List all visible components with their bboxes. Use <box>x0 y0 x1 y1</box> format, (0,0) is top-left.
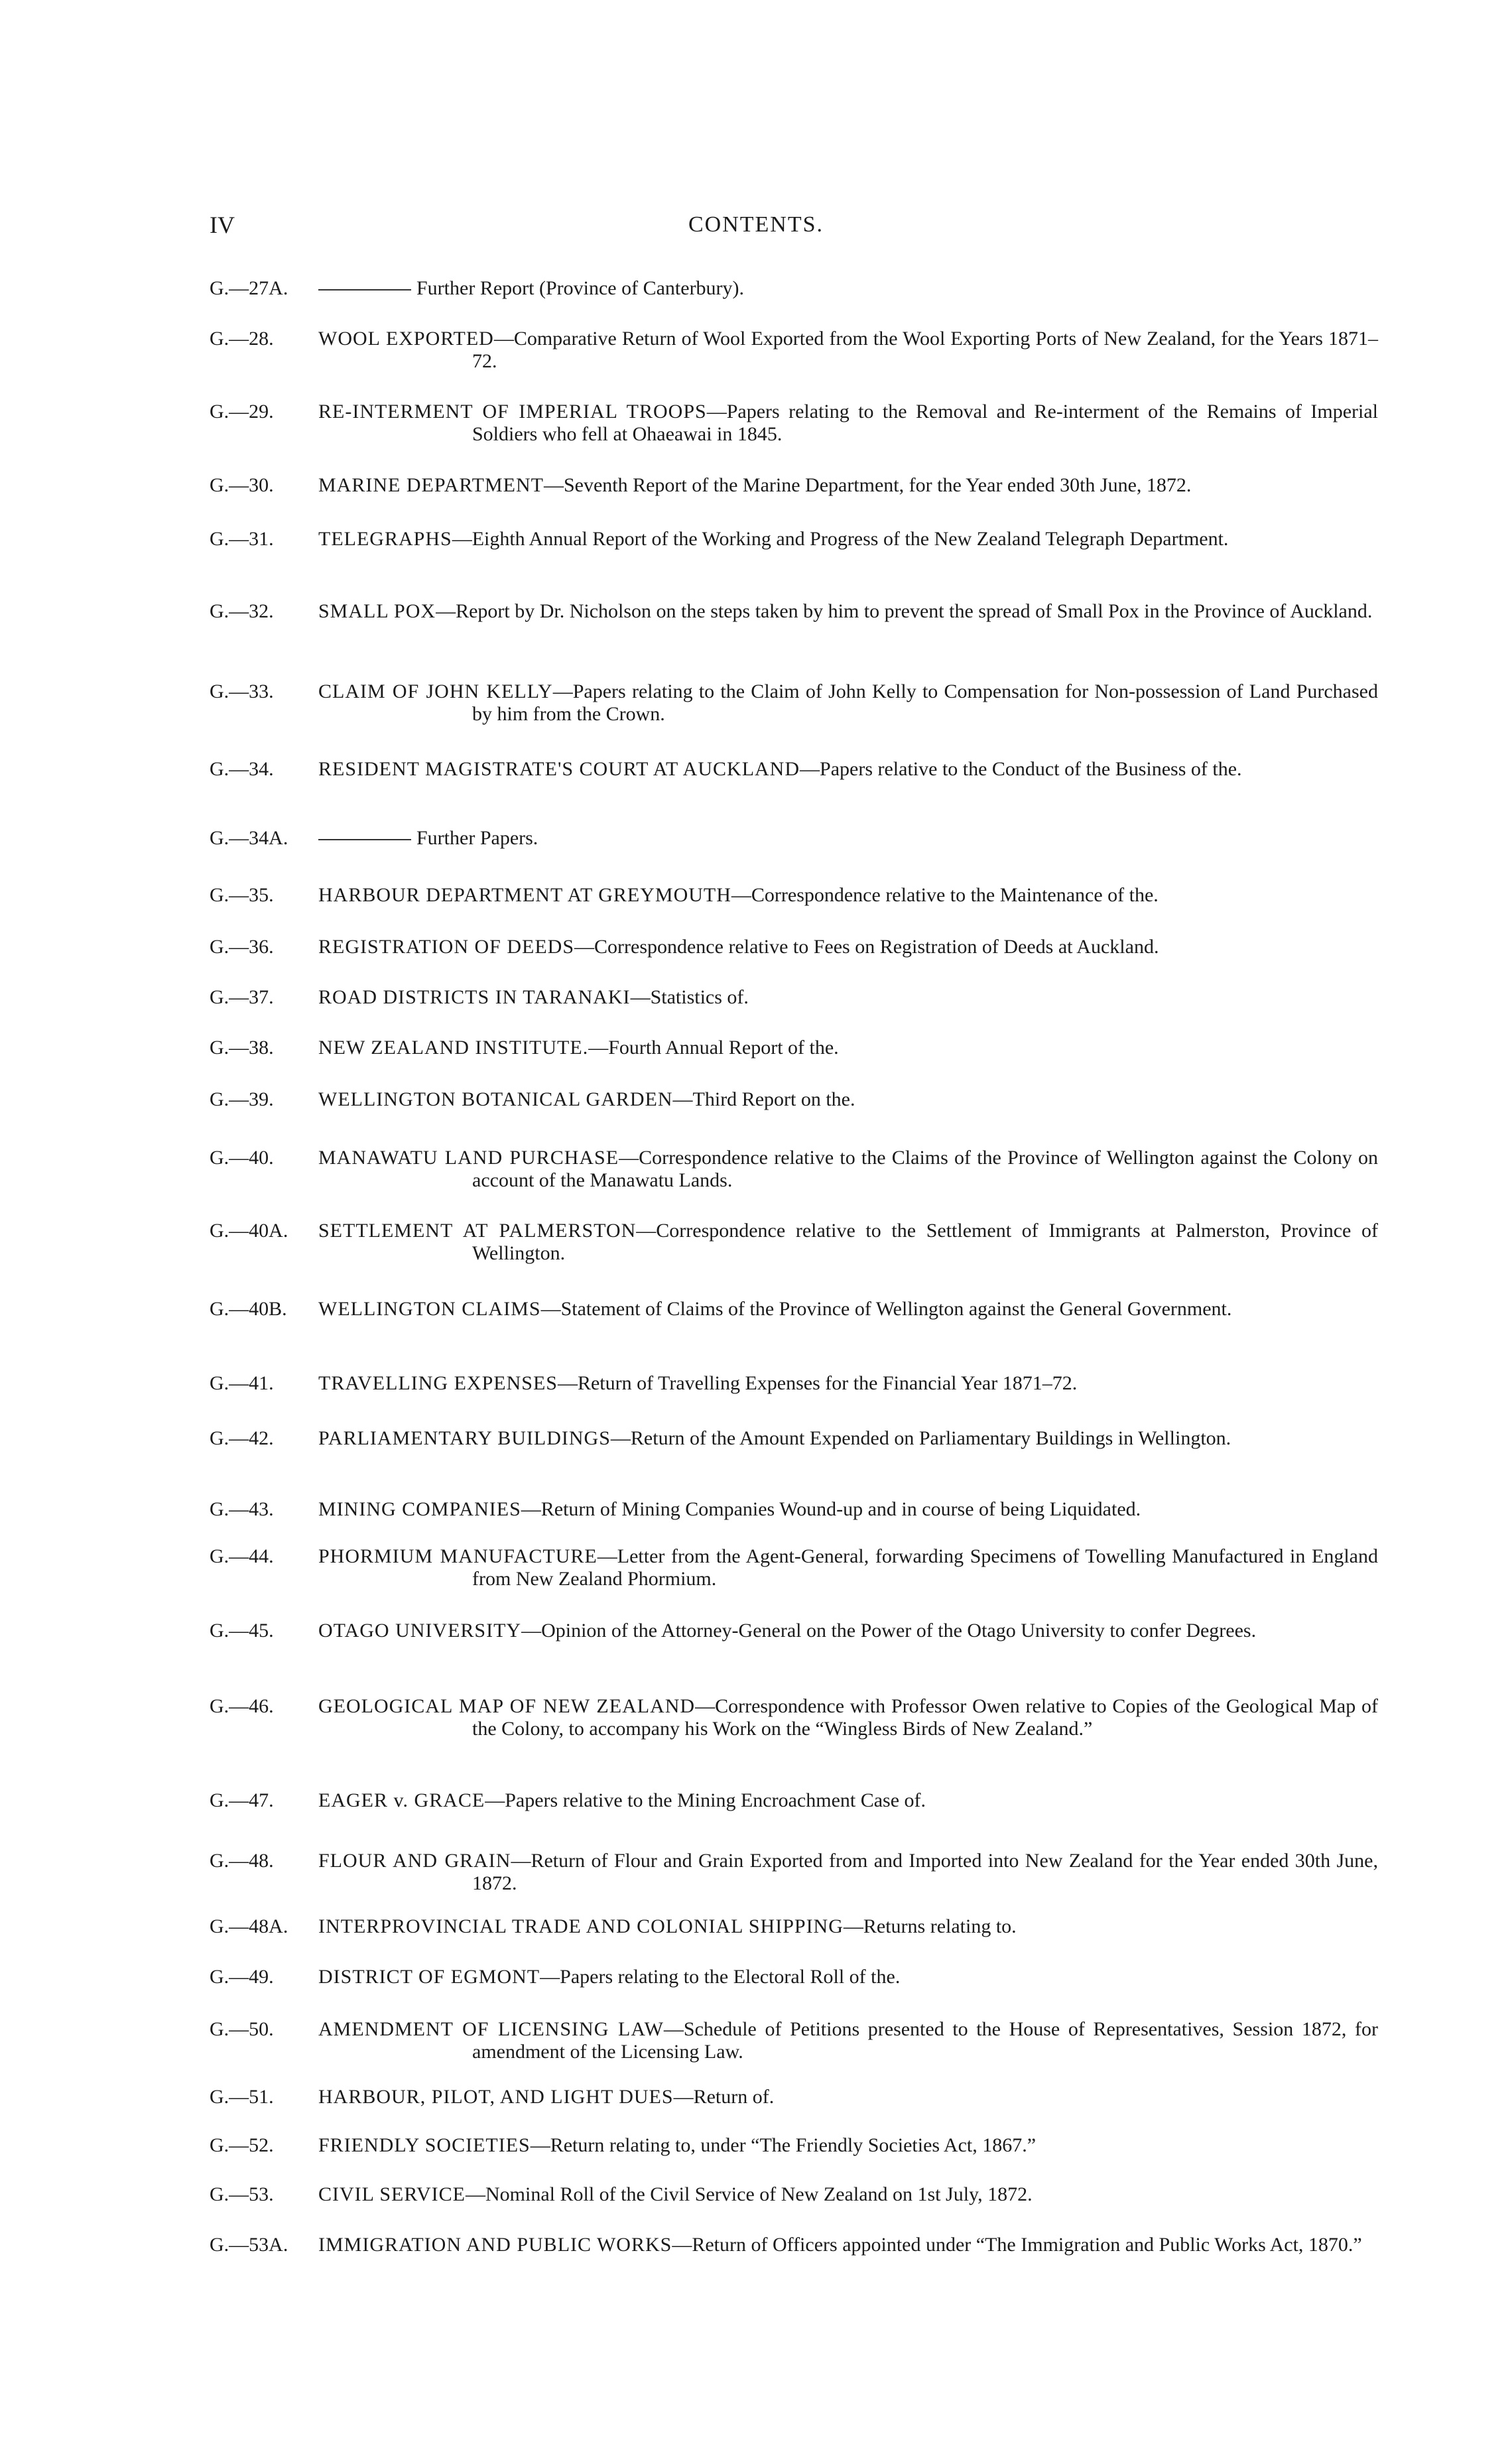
entry-description: —Return of Mining Companies Wound-up and in course of being Liquidated. <box>521 1498 1141 1520</box>
entry-body <box>318 1298 1378 1320</box>
entry-heading: HARBOUR, PILOT, AND LIGHT DUES <box>318 2086 674 2108</box>
entry-heading: EAGER v. GRACE <box>318 1789 485 1811</box>
entry-body <box>318 328 1378 373</box>
entry-number: G.—48A. <box>210 1915 288 1937</box>
entry-body <box>318 1088 1378 1111</box>
entry-body <box>318 1966 1378 1988</box>
entry-heading: TRAVELLING EXPENSES <box>318 1372 558 1394</box>
entry-description: —Return of Officers appointed under “The Immigration and Public Works Act, 1870.” <box>672 2234 1362 2256</box>
entry-heading: WELLINGTON BOTANICAL GARDEN <box>318 1088 673 1110</box>
entry-description: —Return of. <box>673 2086 775 2108</box>
entry-number: G.—42. <box>210 1427 274 1449</box>
entry-number: G.—37. <box>210 986 274 1008</box>
entry-number: G.—34A. <box>210 827 288 849</box>
entry-body <box>318 600 1378 623</box>
entry-number: G.—41. <box>210 1372 274 1394</box>
entry-description: —Correspondence relative to the Settlement of Immigrants at Palmerston, Province of Wellington. <box>472 1220 1378 1264</box>
entry-heading: GEOLOGICAL MAP OF NEW ZEALAND <box>318 1695 696 1717</box>
entry-description: Further Papers. <box>416 827 538 849</box>
entry-heading: AMENDMENT OF LICENSING LAW <box>318 2018 664 2040</box>
entry-number: G.—40A. <box>210 1220 288 1242</box>
entry-number: G.—33. <box>210 680 274 702</box>
entry-body <box>318 1498 1378 1521</box>
entry-body <box>318 936 1378 958</box>
entry-description: —Comparative Return of Wool Exported from the Wool Exporting Ports of New Zealand, for the Years 1871–72. <box>472 328 1378 372</box>
entry-number: G.—47. <box>210 1789 274 1811</box>
entry-body <box>318 277 1378 300</box>
entry-body <box>318 528 1378 550</box>
entry-description: —Report by Dr. Nicholson on the steps taken by him to prevent the spread of Small Pox in the Province of Auckland. <box>436 600 1373 622</box>
entry-heading: NEW ZEALAND INSTITUTE. <box>318 1037 589 1059</box>
entry-body <box>318 1372 1378 1395</box>
entry-heading: WELLINGTON CLAIMS <box>318 1298 541 1320</box>
entry-number: G.—53. <box>210 2183 274 2205</box>
entry-description: —Return of the Amount Expended on Parliamentary Buildings in Wellington. <box>610 1427 1231 1449</box>
page-title: CONTENTS. <box>688 212 824 237</box>
entry-heading: PARLIAMENTARY BUILDINGS <box>318 1427 611 1449</box>
entry-number: G.—49. <box>210 1966 274 1988</box>
entry-body <box>318 1620 1378 1642</box>
entry-description: —Papers relative to the Mining Encroachment Case of. <box>485 1789 926 1811</box>
entry-number: G.—44. <box>210 1545 274 1567</box>
entry-description: —Nominal Roll of the Civil Service of New Zealand on 1st July, 1872. <box>465 2183 1033 2205</box>
entry-description: —Papers relating to the Removal and Re-interment of the Remains of Imperial Soldiers who fell at Ohaeawai in 1845. <box>472 401 1379 445</box>
entry-heading: FRIENDLY SOCIETIES <box>318 2134 531 2156</box>
entry-description: —Seventh Report of the Marine Department, for the Year ended 30th June, 1872. <box>543 474 1192 496</box>
entry-heading: TELEGRAPHS <box>318 528 452 550</box>
entry-body <box>318 401 1378 446</box>
entry-number: G.—27A. <box>210 277 288 299</box>
entry-description: —Papers relating to the Claim of John Kelly to Compensation for Non-possession of Land Purchased by him from the Crown. <box>472 680 1378 725</box>
entry-body <box>318 1915 1378 1938</box>
entry-number: G.—38. <box>210 1037 274 1059</box>
entry-description: —Third Report on the. <box>672 1088 855 1110</box>
entry-description: —Fourth Annual Report of the. <box>588 1037 839 1059</box>
entry-body <box>318 2234 1378 2256</box>
entry-body <box>318 1545 1378 1590</box>
entry-number: G.—48. <box>210 1850 274 1872</box>
entry-description: —Opinion of the Attorney-General on the Power of the Otago University to confer Degrees. <box>521 1620 1257 1641</box>
entry-heading: ROAD DISTRICTS IN TARANAKI <box>318 986 631 1008</box>
entry-heading: CIVIL SERVICE <box>318 2183 466 2205</box>
entry-body <box>318 758 1378 781</box>
entry-heading: HARBOUR DEPARTMENT AT GREYMOUTH <box>318 884 731 906</box>
entry-heading: CLAIM OF JOHN KELLY <box>318 680 553 702</box>
entry-body <box>318 680 1378 726</box>
entry-body <box>318 1427 1378 1450</box>
ditto-rule <box>318 839 411 840</box>
entry-description: —Correspondence relative to the Claims of the Province of Wellington against the Colony on account of the Manawatu Lands. <box>472 1147 1378 1191</box>
entry-number: G.—35. <box>210 884 274 906</box>
entry-body <box>318 474 1378 497</box>
entry-number: G.—40. <box>210 1147 274 1169</box>
entry-number: G.—34. <box>210 758 274 780</box>
entry-body <box>318 884 1378 907</box>
entry-number: G.—45. <box>210 1620 274 1641</box>
entry-body <box>318 1850 1378 1895</box>
entry-heading: SMALL POX <box>318 600 436 622</box>
entry-body <box>318 1789 1378 1812</box>
entry-body <box>318 1037 1378 1059</box>
entry-description: —Return of Travelling Expenses for the Financial Year 1871–72. <box>557 1372 1078 1394</box>
entry-description: —Papers relating to the Electoral Roll of the. <box>540 1966 901 1988</box>
entry-body <box>318 1147 1378 1192</box>
entry-heading: FLOUR AND GRAIN <box>318 1850 511 1872</box>
entry-heading: MINING COMPANIES <box>318 1498 521 1520</box>
entry-heading: SETTLEMENT AT PALMERSTON <box>318 1220 637 1242</box>
entry-heading: RE-INTERMENT OF IMPERIAL TROOPS <box>318 401 707 422</box>
entry-number: G.—29. <box>210 401 274 422</box>
entry-description: —Statistics of. <box>630 986 749 1008</box>
entry-description: —Return relating to, under “The Friendly Societies Act, 1867.” <box>530 2134 1037 2156</box>
entry-description: Further Report (Province of Canterbury). <box>416 277 745 299</box>
entry-description: —Schedule of Petitions presented to the House of Representatives, Session 1872, for amendment of the Licensing Law. <box>472 2018 1378 2063</box>
entry-description: —Correspondence with Professor Owen relative to Copies of the Geological Map of the Colony, to accompany his Work on the “Wingless Birds of New Zealand.” <box>472 1695 1379 1740</box>
entry-heading: PHORMIUM MANUFACTURE <box>318 1545 598 1567</box>
entry-body <box>318 2086 1378 2108</box>
entry-description: —Correspondence relative to the Maintenance of the. <box>731 884 1159 906</box>
entry-number: G.—50. <box>210 2018 274 2040</box>
entry-description: —Return of Flour and Grain Exported from and Imported into New Zealand for the Year ended 30th June, 1872. <box>472 1850 1378 1894</box>
entry-body <box>318 2018 1378 2063</box>
entry-description: —Letter from the Agent-General, forwarding Specimens of Towelling Manufactured in England from New Zealand Phormium. <box>472 1545 1378 1590</box>
entry-heading: INTERPROVINCIAL TRADE AND COLONIAL SHIPPING <box>318 1915 844 1937</box>
entry-number: G.—43. <box>210 1498 274 1520</box>
entry-heading: DISTRICT OF EGMONT <box>318 1966 540 1988</box>
entry-number: G.—30. <box>210 474 274 496</box>
entry-heading: REGISTRATION OF DEEDS <box>318 936 575 958</box>
ditto-rule <box>318 289 411 290</box>
entry-number: G.—46. <box>210 1695 274 1717</box>
entry-heading: OTAGO UNIVERSITY <box>318 1620 522 1641</box>
entry-description: —Correspondence relative to Fees on Registration of Deeds at Auckland. <box>574 936 1159 958</box>
entry-description: —Statement of Claims of the Province of Wellington against the General Government. <box>540 1298 1232 1320</box>
entry-description: —Returns relating to. <box>843 1915 1017 1937</box>
entry-number: G.—36. <box>210 936 274 958</box>
entry-number: G.—32. <box>210 600 274 622</box>
entry-heading: RESIDENT MAGISTRATE'S COURT AT AUCKLAND <box>318 758 800 780</box>
entry-heading: WOOL EXPORTED <box>318 328 494 350</box>
entry-number: G.—51. <box>210 2086 274 2108</box>
entry-body <box>318 986 1378 1009</box>
entry-number: G.—40B. <box>210 1298 287 1320</box>
entry-body <box>318 1695 1378 1740</box>
entry-body <box>318 827 1378 850</box>
entry-heading: MANAWATU LAND PURCHASE <box>318 1147 619 1169</box>
entry-heading: IMMIGRATION AND PUBLIC WORKS <box>318 2234 672 2256</box>
entry-number: G.—52. <box>210 2134 274 2156</box>
entry-heading: MARINE DEPARTMENT <box>318 474 544 496</box>
entry-body <box>318 1220 1378 1265</box>
entry-number: G.—31. <box>210 528 274 550</box>
entry-description: —Eighth Annual Report of the Working and Progress of the New Zealand Telegraph Department. <box>452 528 1229 550</box>
entry-number: G.—28. <box>210 328 274 350</box>
entry-number: G.—39. <box>210 1088 274 1110</box>
entry-body <box>318 2183 1378 2206</box>
entry-body <box>318 2134 1378 2157</box>
page-number: IV <box>210 212 235 238</box>
entry-number: G.—53A. <box>210 2234 288 2256</box>
entry-description: —Papers relative to the Conduct of the Business of the. <box>800 758 1242 780</box>
